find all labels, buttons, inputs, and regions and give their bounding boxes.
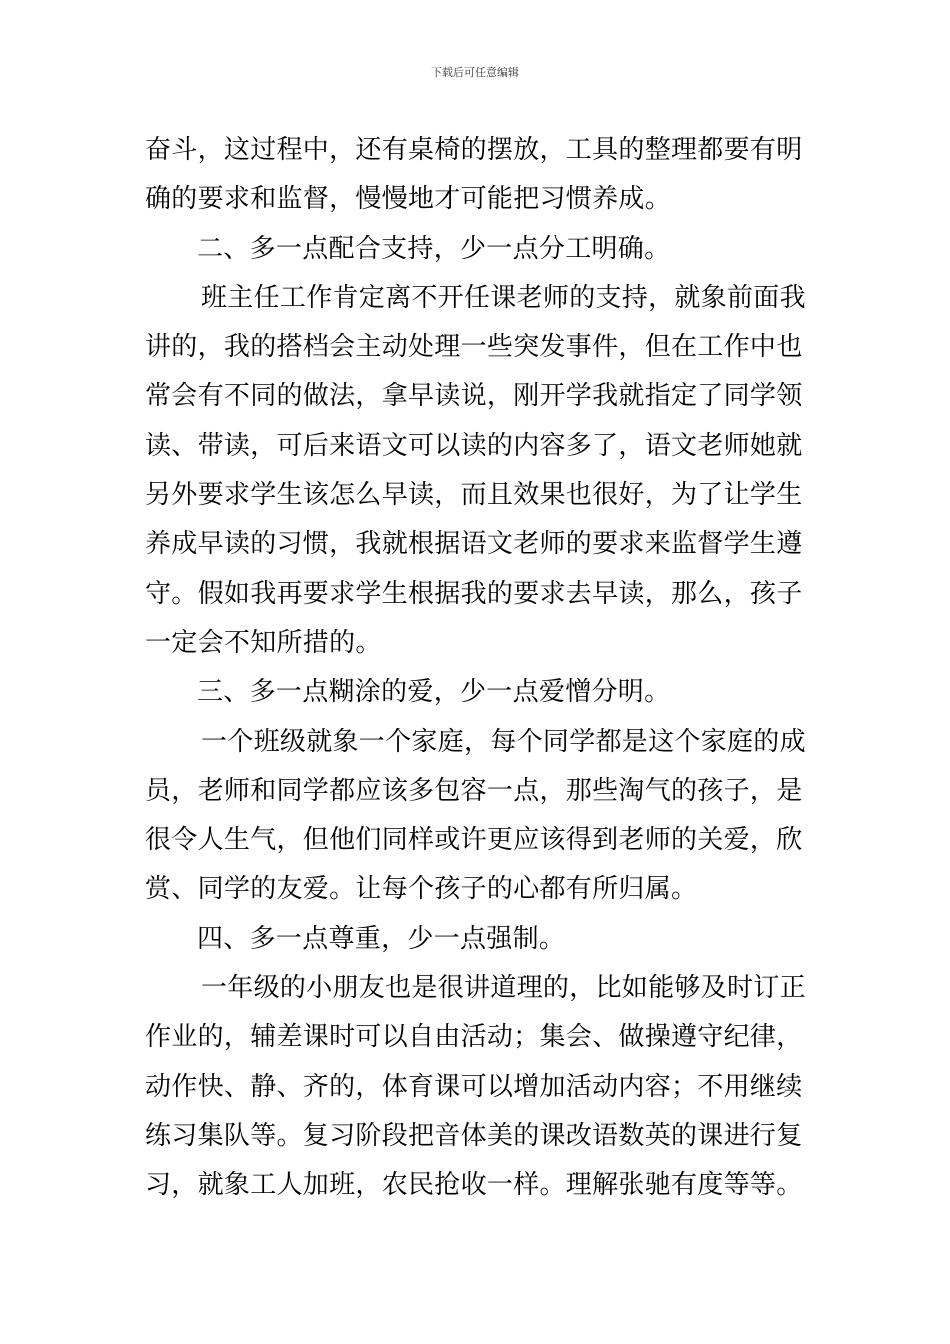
text-line: 确的要求和监督，慢慢地才可能把习惯养成。 — [145, 184, 672, 215]
section-heading: 四、多一点尊重，少一点强制。 — [197, 923, 566, 954]
text-line: 一个班级就象一个家庭，每个同学都是这个家庭的成 — [201, 726, 806, 757]
text-line: 习，就象工人加班，农民抢收一样。理解张驰有度等等。 — [145, 1170, 803, 1201]
text-line: 奋斗，这过程中，还有桌椅的摆放，工具的整理都要有明 — [145, 135, 803, 165]
section-heading: 二、多一点配合支持，少一点分工明确。 — [197, 233, 671, 264]
text-line: 作业的，辅差课时可以自由活动；集会、做操遵守纪律， — [145, 1022, 803, 1053]
text-line: 员，老师和同学都应该多包容一点，那些淘气的孩子，是 — [145, 775, 803, 806]
text-line: 一年级的小朋友也是很讲道理的，比如能够及时订正 — [201, 973, 806, 1004]
page-header: 下载后可任意编辑 — [431, 66, 519, 79]
text-line: 读、带读，可后来语文可以读的内容多了，语文老师她就 — [145, 430, 803, 461]
text-line: 很令人生气，但他们同样或许更应该得到老师的关爱，欣 — [145, 825, 803, 856]
text-line: 赏、同学的友爱。让每个孩子的心都有所归属。 — [145, 874, 698, 905]
text-line: 另外要求学生该怎么早读，而且效果也很好，为了让学生 — [145, 480, 803, 511]
text-line: 讲的，我的搭档会主动处理一些突发事件，但在工作中也 — [145, 332, 803, 363]
section-heading: 三、多一点糊涂的爱，少一点爱憎分明。 — [197, 677, 671, 708]
text-line: 动作快、静、齐的，体育课可以增加活动内容；不用继续 — [145, 1071, 803, 1102]
text-line: 守。假如我再要求学生根据我的要求去早读，那么，孩子 — [145, 578, 803, 609]
text-line: 常会有不同的做法，拿早读说，刚开学我就指定了同学领 — [145, 381, 803, 412]
text-line: 养成早读的习惯，我就根据语文老师的要求来监督学生遵 — [145, 529, 803, 560]
text-line: 班主任工作肯定离不开任课老师的支持，就象前面我 — [201, 282, 806, 313]
document-body — [145, 126, 809, 1211]
text-line: 练习集队等。复习阶段把音体美的课改语数英的课进行复 — [145, 1120, 803, 1151]
text-line: 一定会不知所措的。 — [145, 627, 382, 658]
